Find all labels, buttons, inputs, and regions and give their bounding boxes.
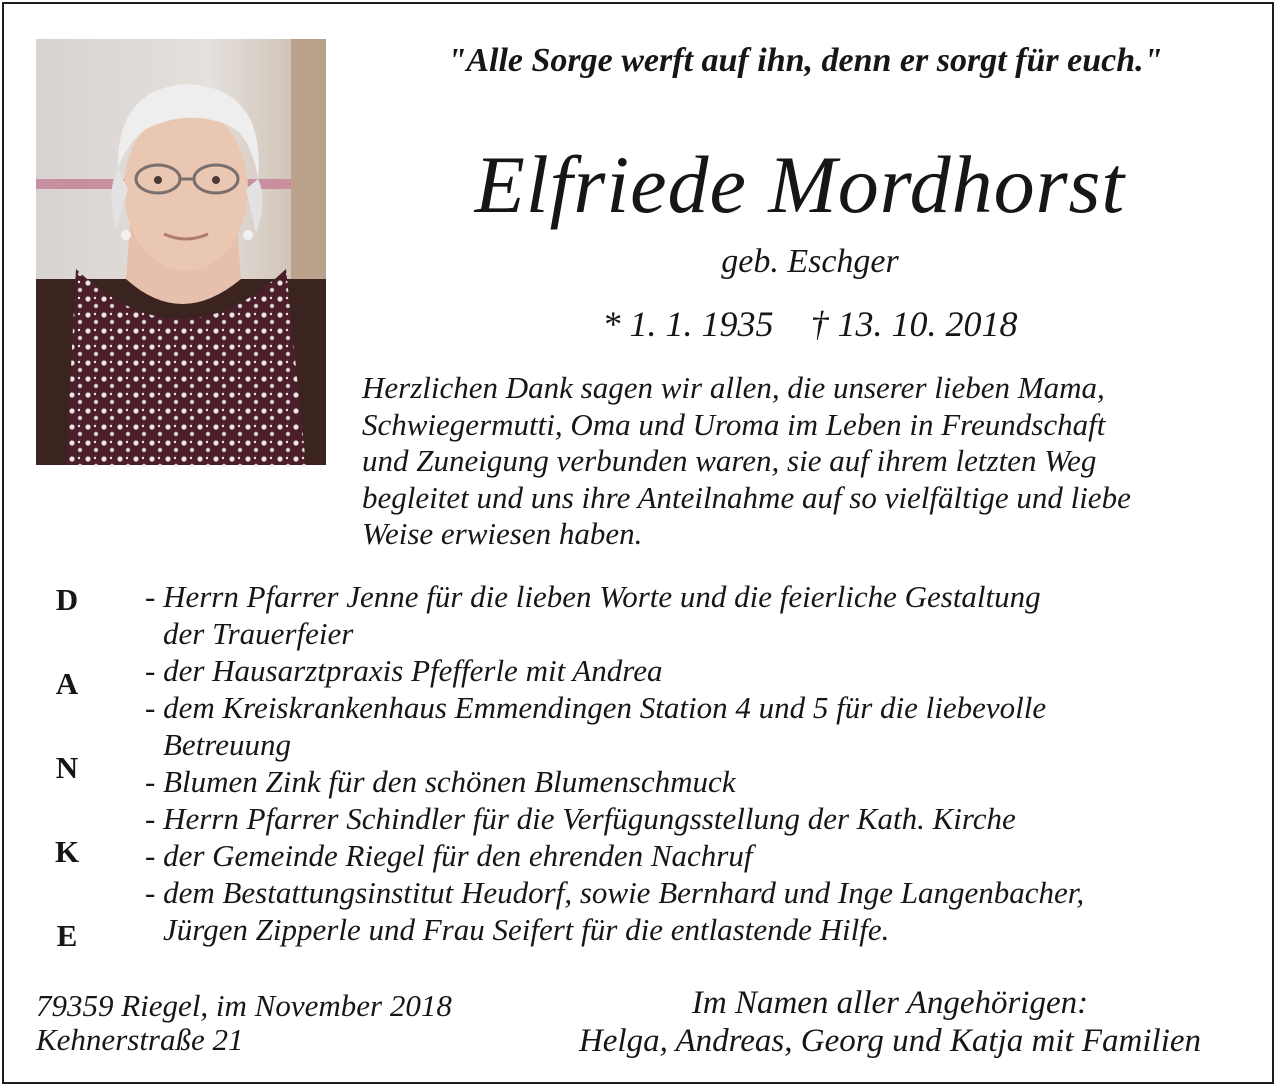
danke-letter: D <box>55 582 79 617</box>
list-item: der Trauerfeier <box>163 616 354 651</box>
place-date: 79359 Riegel, im November 2018 <box>36 988 452 1023</box>
danke-letter: K <box>54 834 80 869</box>
portrait-photo <box>36 39 326 465</box>
danke-letter: E <box>56 918 78 953</box>
signoff-line: Im Namen aller Angehörigen: <box>691 985 1089 1021</box>
life-dates <box>340 303 1280 345</box>
thanks-intro <box>362 370 1267 553</box>
list-item: - Blumen Zink für den schönen Blumenschmuck <box>145 764 736 799</box>
list-item: - dem Kreiskrankenhaus Emmendingen Station 4 und 5 für die liebevolle <box>145 690 1047 725</box>
street-address: Kehnerstraße 21 <box>36 1022 244 1057</box>
death-date: † 13. 10. 2018 <box>810 304 1018 344</box>
list-item: - dem Bestattungsinstitut Heudorf, sowie Bernhard und Inge Langenbacher, <box>145 875 1085 910</box>
family-signature <box>500 984 1280 1060</box>
deceased-name: Elfriede Mordhorst <box>474 139 1126 230</box>
intro-line: Herzlichen Dank sagen wir allen, die unserer lieben Mama, <box>362 370 1105 405</box>
intro-line: Schwiegermutti, Oma und Uroma im Leben in Freundschaft <box>362 406 1106 442</box>
bible-quote: "Alle Sorge werft auf ihn, denn er sorgt für euch." <box>447 42 1163 79</box>
intro-line: begleitet und uns ihre Anteilnahme auf so vielfältige und liebe <box>362 479 1131 515</box>
list-item: - Herrn Pfarrer Schindler für die Verfügungsstellung der Kath. Kirche <box>145 801 1016 836</box>
list-item: Betreuung <box>163 727 291 762</box>
birth-date: * 1. 1. 1935 <box>602 304 774 344</box>
intro-line: und Zuneigung verbunden waren, sie auf ihrem letzten Weg <box>362 443 1097 478</box>
signatories: Helga, Andreas, Georg und Katja mit Familien <box>578 1023 1202 1059</box>
list-item: - Herrn Pfarrer Jenne für die lieben Worte und die feierliche Gestaltung <box>145 579 1041 614</box>
family-address <box>36 989 452 1057</box>
maiden-name: geb. Eschger <box>721 243 899 280</box>
list-item: - der Hausarztpraxis Pfefferle mit Andrea <box>145 653 663 688</box>
intro-line: Weise erwiesen haben. <box>362 516 643 551</box>
danke-letter: A <box>55 666 79 701</box>
danke-letter: N <box>55 750 79 785</box>
list-item: - der Gemeinde Riegel für den ehrenden Nachruf <box>145 838 753 873</box>
list-item: Jürgen Zipperle und Frau Seifert für die entlastende Hilfe. <box>163 912 890 947</box>
thanks-list <box>145 578 1265 948</box>
